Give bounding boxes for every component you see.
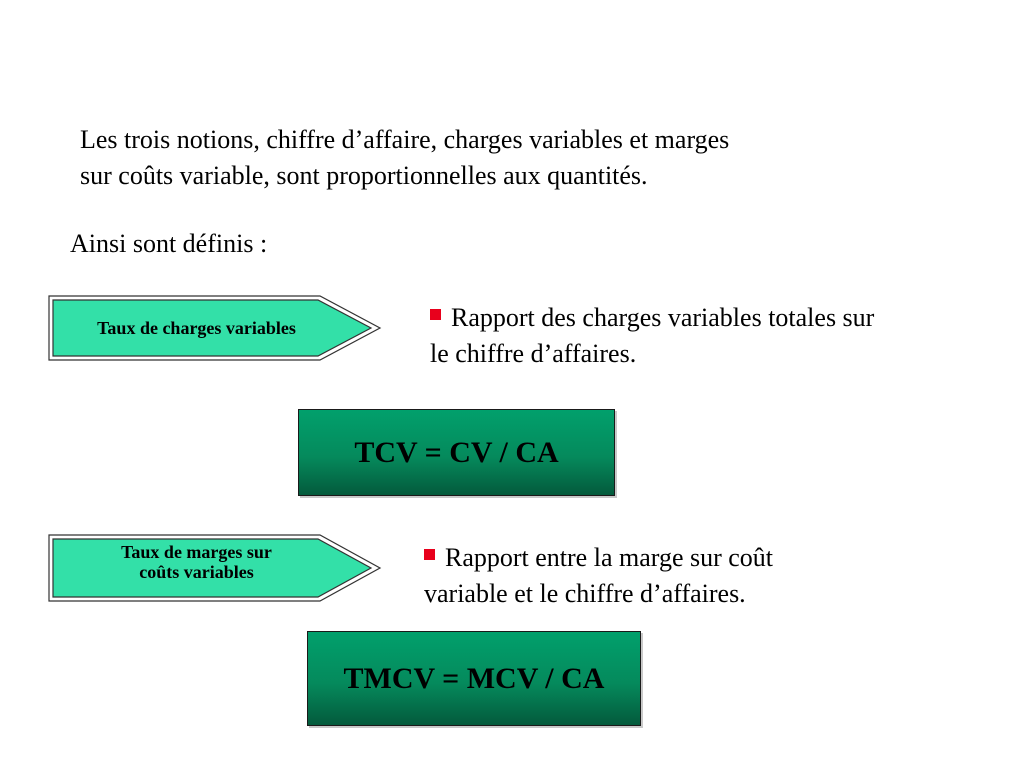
intro-paragraph: [80, 122, 978, 194]
description-line-1: Rapport entre la marge sur coût: [445, 543, 774, 572]
intro-line-2: sur coûts variable, sont proportionnelles aux quantités.: [80, 161, 648, 190]
arrow-label: [54, 318, 339, 338]
description-line-1: Rapport des charges variables totales sur: [451, 303, 875, 332]
arrow-label-line-1: Taux de marges sur: [121, 542, 272, 562]
section-subtitle: Ainsi sont définis :: [70, 229, 268, 258]
formula-tcv: [298, 409, 615, 496]
formula-tmcv: [307, 631, 641, 726]
bullet-square-icon: [430, 309, 441, 320]
arrow-marges-couts-variables: [48, 534, 382, 602]
description-charges-variables: [430, 300, 874, 372]
formula-text: TMCV = MCV / CA: [343, 661, 605, 695]
arrow-charges-variables: [48, 295, 382, 361]
arrow-label: [54, 542, 339, 582]
arrow-label-line-2: coûts variables: [139, 562, 254, 582]
formula-text: TCV = CV / CA: [354, 435, 559, 469]
bullet-square-icon: [424, 549, 435, 560]
description-line-2: variable et le chiffre d’affaires.: [424, 579, 746, 608]
intro-line-1: Les trois notions, chiffre d’affaire, charges variables et marges: [80, 125, 730, 154]
description-line-2: le chiffre d’affaires.: [430, 339, 637, 368]
arrow-label-text: Taux de charges variables: [97, 318, 296, 338]
description-marges-couts-variables: [424, 540, 773, 612]
